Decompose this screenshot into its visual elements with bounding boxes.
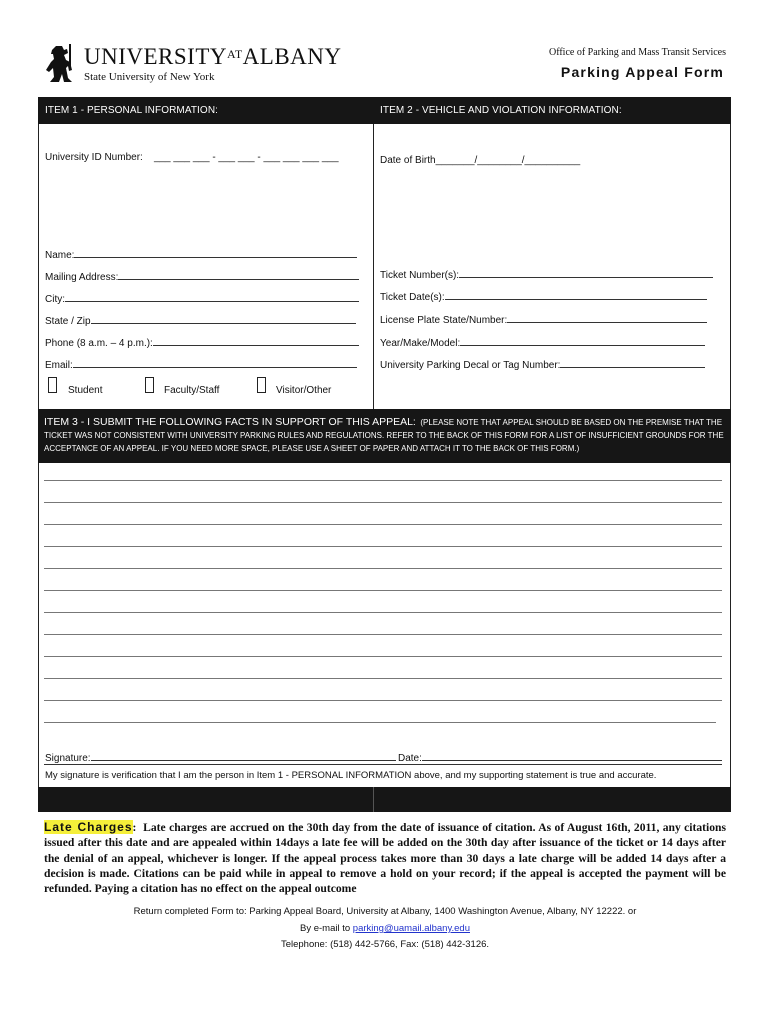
city-field[interactable]: City:	[45, 292, 359, 305]
visitor-other-checkbox[interactable]	[257, 377, 266, 393]
university-wordmark: $UNIVERSITY^{AT}ALBANY$	[84, 44, 342, 69]
ticket-numbers-field[interactable]: Ticket Number(s):	[380, 268, 713, 281]
bottom-bar-divider	[373, 787, 374, 812]
ticket-dates-field[interactable]: Ticket Date(s):	[380, 290, 707, 303]
parking-decal-field[interactable]: University Parking Decal or Tag Number:	[380, 358, 705, 371]
minuteman-logo-icon	[42, 44, 76, 84]
statement-line[interactable]	[44, 590, 722, 591]
item2-heading: ITEM 2 - VEHICLE AND VIOLATION INFORMATION:	[380, 105, 622, 116]
email-field[interactable]: Email:	[45, 358, 357, 371]
statement-line[interactable]	[44, 546, 722, 547]
name-field[interactable]: Name:	[45, 248, 357, 261]
email-link[interactable]: parking@uamail.albany.edu	[352, 923, 470, 934]
column-divider	[373, 124, 374, 409]
state-zip-field[interactable]: State / Zip	[45, 314, 356, 327]
statement-line[interactable]	[44, 722, 716, 723]
form-title: Parking Appeal Form	[560, 64, 724, 80]
date-field[interactable]: Date:	[398, 751, 722, 764]
telephone-line: Telephone: (518) 442-5766, Fax: (518) 442-3126.	[280, 939, 490, 950]
mailing-address-field[interactable]: Mailing Address:	[45, 270, 359, 283]
email-line: By e-mail to parking@uamail.albany.edu	[299, 923, 470, 934]
statement-line[interactable]	[44, 568, 722, 569]
faculty-staff-label: Faculty/Staff	[164, 385, 220, 396]
late-charges-notice: Late Charges: Late charges are accrued on the 30th day from the date of issuance of citation. As of August 16th, 2011, any citations issued after this date and are appealed within 14days a late fee will be added on the 30th day after issuance of the ticket or 14 days after the denial of an appeal, whichever is longer. If the appeal process takes more than 30 days a late charge will be added 14 days after a decision is made. Citations can be paid while in appeal to remove a hold on your record; if the appeal is accepted the payment will be refunded. Paying a citation has no effect on the appeal outcome	[44, 820, 727, 896]
university-id-field[interactable]: University ID Number: ___ ___ ___ - ___ ___ - ___ ___ ___ ___	[45, 152, 339, 163]
statement-line[interactable]	[44, 656, 722, 657]
visitor-other-label: Visitor/Other	[276, 385, 332, 396]
student-checkbox[interactable]	[48, 377, 57, 393]
item3-heading: ITEM 3 - I SUBMIT THE FOLLOWING FACTS IN SUPPORT OF THIS APPEAL: (PLEASE NOTE THAT APPEAL SHOULD BE BASED ON THE PREMISE THAT THE TICKET WAS NOT CONSISTENT WITH UNIVERSITY PARKING RULES AND REGULATIONS. REFER TO THE BACK OF THIS FORM FOR A LIST OF INSUFFICIENT GROUNDS FOR THE ACCEPTANCE OF AN APPEAL. IF YOU NEED MORE SPACE, PLEASE USE A SHEET OF PAPER AND ATTACH IT TO THE BACK OF THIS FORM.)	[44, 416, 724, 453]
student-label: Student	[68, 385, 103, 396]
late-charges-label: Late Charges	[44, 820, 133, 834]
statement-line[interactable]	[44, 502, 722, 503]
late-charges-text: Late charges are accrued on the 30th day from the date of issuance of citation. As of August 16th, 2011, any citations issued after this date and are appealed within 14days a late fee will be added on the 30th day after issuance of the ticket or 14 days after the denial of an appeal, whichever is longer. If the appeal process takes more than 30 days a late charge will be added 14 days after a decision is made. Citations can be paid while in appeal to remove a hold on your record; if the appeal is accepted the payment will be refunded. Paying a citation has no effect on the appeal outcome	[44, 821, 727, 896]
year-make-model-field[interactable]: Year/Make/Model:	[380, 336, 705, 349]
license-plate-field[interactable]: License Plate State/Number:	[380, 313, 707, 326]
office-name: Office of Parking and Mass Transit Services	[548, 47, 726, 58]
item1-heading: ITEM 1 - PERSONAL INFORMATION:	[45, 105, 219, 116]
signature-field[interactable]: Signature:	[45, 751, 396, 764]
date-of-birth-field[interactable]: Date of Birth_______/________/__________	[380, 155, 581, 166]
item3-note: (PLEASE NOTE THAT APPEAL SHOULD BE BASED ON THE PREMISE THAT THE TICKET WAS NOT CONSISTENT WITH UNIVERSITY PARKING RULES AND REGULATIONS. REFER TO THE BACK OF THIS FORM FOR A LIST OF INSUFFICIENT GROUNDS FOR THE ACCEPTANCE OF AN APPEAL. IF YOU NEED MORE SPACE, PLEASE USE A SHEET OF PAPER AND ATTACH IT TO THE BACK OF THIS FORM.)	[44, 418, 724, 453]
statement-line[interactable]	[44, 612, 722, 613]
faculty-staff-checkbox[interactable]	[145, 377, 154, 393]
statement-line[interactable]	[44, 480, 722, 481]
statement-line[interactable]	[44, 634, 722, 635]
verification-text: My signature is verification that I am the person in Item 1 - PERSONAL INFORMATION above, and my supporting statement is true and accurate.	[45, 770, 657, 781]
return-instructions: Return completed Form to: Parking Appeal Board, University at Albany, 1400 Washington Avenue, Albany, NY 12222. or	[133, 906, 637, 917]
signature-divider	[44, 764, 722, 765]
statement-line[interactable]	[44, 524, 722, 525]
university-subtitle: State University of New York	[84, 71, 215, 83]
statement-line[interactable]	[44, 678, 722, 679]
phone-field[interactable]: Phone (8 a.m. – 4 p.m.):	[45, 336, 359, 349]
bottom-bar	[38, 787, 731, 812]
statement-line[interactable]	[44, 700, 722, 701]
